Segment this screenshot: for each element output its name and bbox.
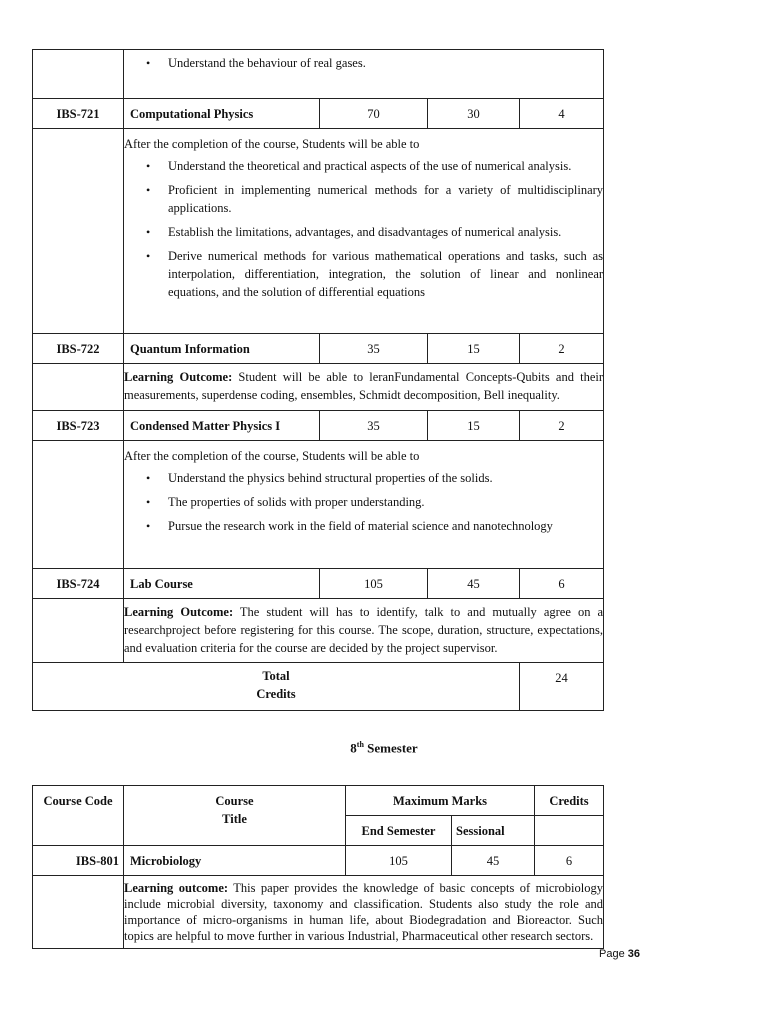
- sessional-marks: 45: [452, 846, 535, 876]
- total-row: [33, 663, 604, 711]
- course-description: [124, 441, 604, 569]
- course-code: IBS-721: [33, 99, 124, 129]
- course-table-8th: [32, 785, 604, 949]
- table-row: [33, 99, 604, 129]
- outcome-label: Learning Outcome:: [124, 370, 233, 384]
- table-row: [33, 129, 604, 334]
- course-code: IBS-722: [33, 334, 124, 364]
- course-code: IBS-724: [33, 569, 124, 599]
- list-item: • Derive numerical methods for various mathematical operations and tasks, such as interpolation, differentiation, integration, the solution of linear and nonlinear equations, and the solution of differential equations: [168, 247, 603, 301]
- table-row: [33, 50, 604, 99]
- outcome-text: Student will be able to leranFundamental Concepts-Qubits and their measurements, superdense coding, ensembles, Schmidt decomposition, Bell inequality.: [124, 370, 604, 402]
- outcome-label: Learning Outcome:: [124, 605, 234, 619]
- course-description: [124, 129, 604, 334]
- course-code: IBS-723: [33, 411, 124, 441]
- credits-value: 6: [535, 846, 604, 876]
- credits-value: 4: [520, 99, 604, 129]
- total-credits-label: Total Credits: [33, 663, 520, 711]
- table-row: [33, 334, 604, 364]
- table-row: [33, 364, 604, 411]
- end-semester-marks: 105: [320, 569, 428, 599]
- course-title: Microbiology: [124, 846, 346, 876]
- sessional-header: Sessional: [452, 816, 535, 846]
- credits-value: 2: [520, 411, 604, 441]
- sessional-marks: 30: [428, 99, 520, 129]
- table-row: [33, 441, 604, 569]
- total-credits-value: 24: [520, 663, 604, 711]
- semester-heading: 8th Semester: [350, 740, 418, 756]
- end-semester-marks: 35: [320, 334, 428, 364]
- list-item: • Understand the behaviour of real gases.: [168, 54, 603, 72]
- list-item: • Proficient in implementing numerical methods for a variety of multidisciplinary applications.: [168, 181, 603, 217]
- course-title: Computational Physics: [124, 99, 320, 129]
- course-title-header: Course Title: [124, 786, 346, 846]
- learning-outcome: [124, 364, 604, 411]
- list-item: • Understand the theoretical and practical aspects of the use of numerical analysis.: [168, 157, 603, 175]
- maximum-marks-header: Maximum Marks: [346, 786, 535, 816]
- credits-header: Credits: [535, 786, 604, 816]
- outcome-text: This paper provides the knowledge of basic concepts of microbiology include microbial diversity, taxonomy and classification. Students also study the role and importance of micro-organisms in human life, about Biodegradation and Bioreactor. Such topics are helpful to move further in various Industrial, Pharmaceutical other research sectors.: [124, 881, 603, 943]
- credits-value: 2: [520, 334, 604, 364]
- course-title: Quantum Information: [124, 334, 320, 364]
- outcome-label: Learning outcome:: [124, 881, 229, 895]
- table-row: [33, 599, 604, 663]
- outcome-text: The student will has to identify, talk to and mutually agree on a researchproject before registering for this course. The scope, duration, structure, expectations, and evaluation criteria for the course are decided by the project supervisor.: [124, 605, 604, 655]
- page-label: Page: [599, 948, 628, 960]
- learning-outcome: [124, 599, 604, 663]
- course-intro: After the completion of the course, Students will be able to: [124, 137, 420, 151]
- table-row: [33, 876, 604, 949]
- course-title: Lab Course: [124, 569, 320, 599]
- list-item: • The properties of solids with proper understanding.: [168, 493, 603, 511]
- table-row: [33, 846, 604, 876]
- page-number: 36: [627, 948, 640, 960]
- course-title: Condensed Matter Physics I: [124, 411, 320, 441]
- list-item: • Understand the physics behind structural properties of the solids.: [168, 469, 603, 487]
- table-header-row: [33, 786, 604, 816]
- table-row: [33, 411, 604, 441]
- course-code: IBS-801: [33, 846, 124, 876]
- course-code-header: Course Code: [33, 786, 124, 846]
- end-semester-marks: 105: [346, 846, 452, 876]
- list-item: • Pursue the research work in the field of material science and nanotechnology: [168, 517, 603, 535]
- course-intro: After the completion of the course, Students will be able to: [124, 449, 420, 463]
- end-semester-marks: 35: [320, 411, 428, 441]
- sessional-marks: 15: [428, 411, 520, 441]
- end-semester-marks: 70: [320, 99, 428, 129]
- end-semester-header: End Semester: [346, 816, 452, 846]
- table-row: [33, 569, 604, 599]
- sessional-marks: 45: [428, 569, 520, 599]
- credits-value: 6: [520, 569, 604, 599]
- sessional-marks: 15: [428, 334, 520, 364]
- learning-outcome: [124, 876, 604, 949]
- list-item: • Establish the limitations, advantages, and disadvantages of numerical analysis.: [168, 223, 603, 241]
- course-table-7th: [32, 49, 604, 711]
- page-footer: [599, 948, 640, 960]
